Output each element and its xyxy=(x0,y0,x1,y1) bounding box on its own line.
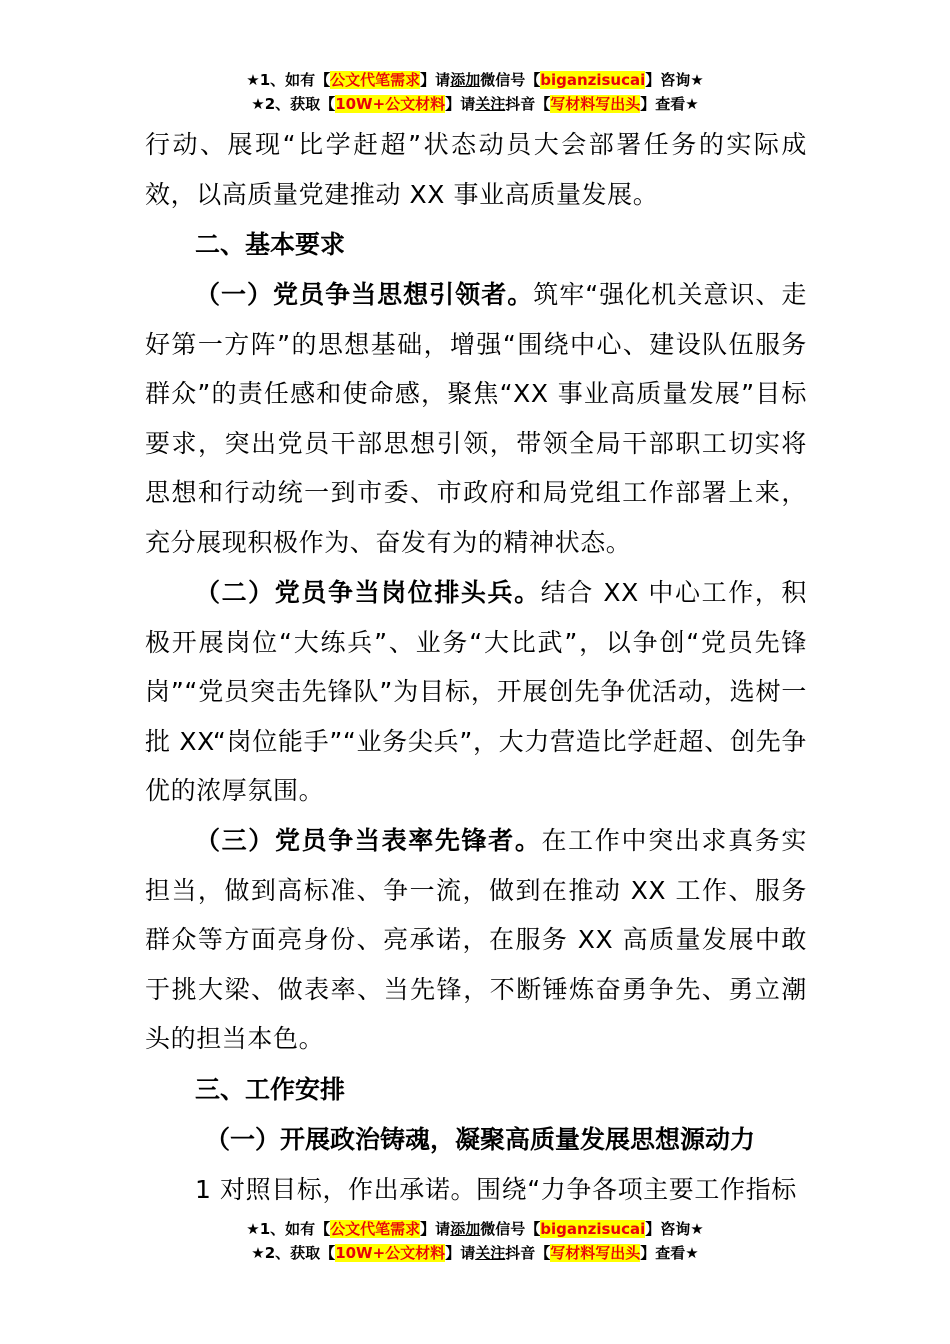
banner-text: 】请 xyxy=(445,95,476,113)
banner-highlight: biganzisucai xyxy=(540,1220,646,1238)
paragraph-last-line: 1 对照目标，作出承诺。围绕“力争各项主要工作指标 xyxy=(195,1175,797,1204)
banner-text: 抖音【 xyxy=(505,95,551,113)
item-1-body: 筑牢“强化机关意识、走好第一方阵”的思想基础，增强“围绕中心、建设队伍服务群众”的责任感和使命感，聚焦“XX 事业高质量发展”目标要求，突出党员干部思想引领，带领全局干部职工切实将思想和行动统一到市委、市政府和局党组工作部署上来，充分展现积极作为、奋发有为的精神状态。 xyxy=(145,280,807,557)
banner-highlight: 公文代笔需求 xyxy=(330,71,421,89)
banner-highlight: 10W+公文材料 xyxy=(335,1244,446,1262)
item-3-lead: （三）党员争当表率先锋者。 xyxy=(195,826,542,855)
item-2-body: 结合 XX 中心工作，积极开展岗位“大练兵”、业务“大比武”，以争创“党员先锋岗”“党员突击先锋队”为目标，开展创先争优活动，选树一批 XX“岗位能手”“业务尖兵”，大力营造比学赶超、创先争优的浓厚氛围。 xyxy=(145,578,807,806)
item-2-lead: （二）党员争当岗位排头兵。 xyxy=(195,578,541,607)
sub-heading-1: （一）开展政治铸魂，凝聚高质量发展思想源动力 xyxy=(205,1125,756,1154)
banner-text: ★2、获取【 xyxy=(251,95,336,113)
section-heading-3: 三、工作安排 xyxy=(195,1075,346,1104)
paragraph-item-2 xyxy=(145,568,807,816)
paragraph-item-1 xyxy=(145,270,807,568)
banner-text: 】请 xyxy=(445,1244,476,1262)
banner-underlined: 关注 xyxy=(475,95,506,113)
banner-highlight: 10W+公文材料 xyxy=(335,95,446,113)
banner-text: 微信号【 xyxy=(480,71,541,89)
banner-line-2 xyxy=(0,1241,950,1265)
item-3-body: 在工作中突出求真务实担当，做到高标准、争一流，做到在推动 XX 工作、服务群众等方面亮身份、亮承诺，在服务 XX 高质量发展中敢于挑大梁、做表率、当先锋，不断锤炼奋勇争先、勇立潮头的担当本色。 xyxy=(145,826,807,1054)
banner-text: 】请 xyxy=(420,71,451,89)
banner-highlight: biganzisucai xyxy=(540,71,646,89)
banner-line-1 xyxy=(0,68,950,92)
banner-text: 】咨询★ xyxy=(645,71,704,89)
banner-underlined: 添加 xyxy=(450,71,481,89)
banner-text: 】请 xyxy=(420,1220,451,1238)
footer-banner xyxy=(0,1217,950,1265)
banner-line-1 xyxy=(0,1217,950,1241)
banner-text: 】查看★ xyxy=(640,1244,699,1262)
banner-highlight: 写材料写出头 xyxy=(550,1244,641,1262)
banner-line-2 xyxy=(0,92,950,116)
banner-text: 】查看★ xyxy=(640,95,699,113)
banner-underlined: 关注 xyxy=(475,1244,506,1262)
banner-highlight: 写材料写出头 xyxy=(550,95,641,113)
item-1-lead: （一）党员争当思想引领者。 xyxy=(195,280,534,309)
header-banner xyxy=(0,68,950,116)
paragraph-item-3 xyxy=(145,816,807,1064)
banner-text: 】咨询★ xyxy=(645,1220,704,1238)
banner-text: ★1、如有【 xyxy=(246,1220,331,1238)
banner-highlight: 公文代笔需求 xyxy=(330,1220,421,1238)
paragraph-intro: 行动、展现“比学赶超”状态动员大会部署任务的实际成效，以高质量党建推动 XX 事业高质量发展。 xyxy=(145,130,807,209)
banner-underlined: 添加 xyxy=(450,1220,481,1238)
banner-text: ★2、获取【 xyxy=(251,1244,336,1262)
banner-text: 抖音【 xyxy=(505,1244,551,1262)
section-heading-2: 二、基本要求 xyxy=(195,230,346,259)
banner-text: ★1、如有【 xyxy=(246,71,331,89)
banner-text: 微信号【 xyxy=(480,1220,541,1238)
